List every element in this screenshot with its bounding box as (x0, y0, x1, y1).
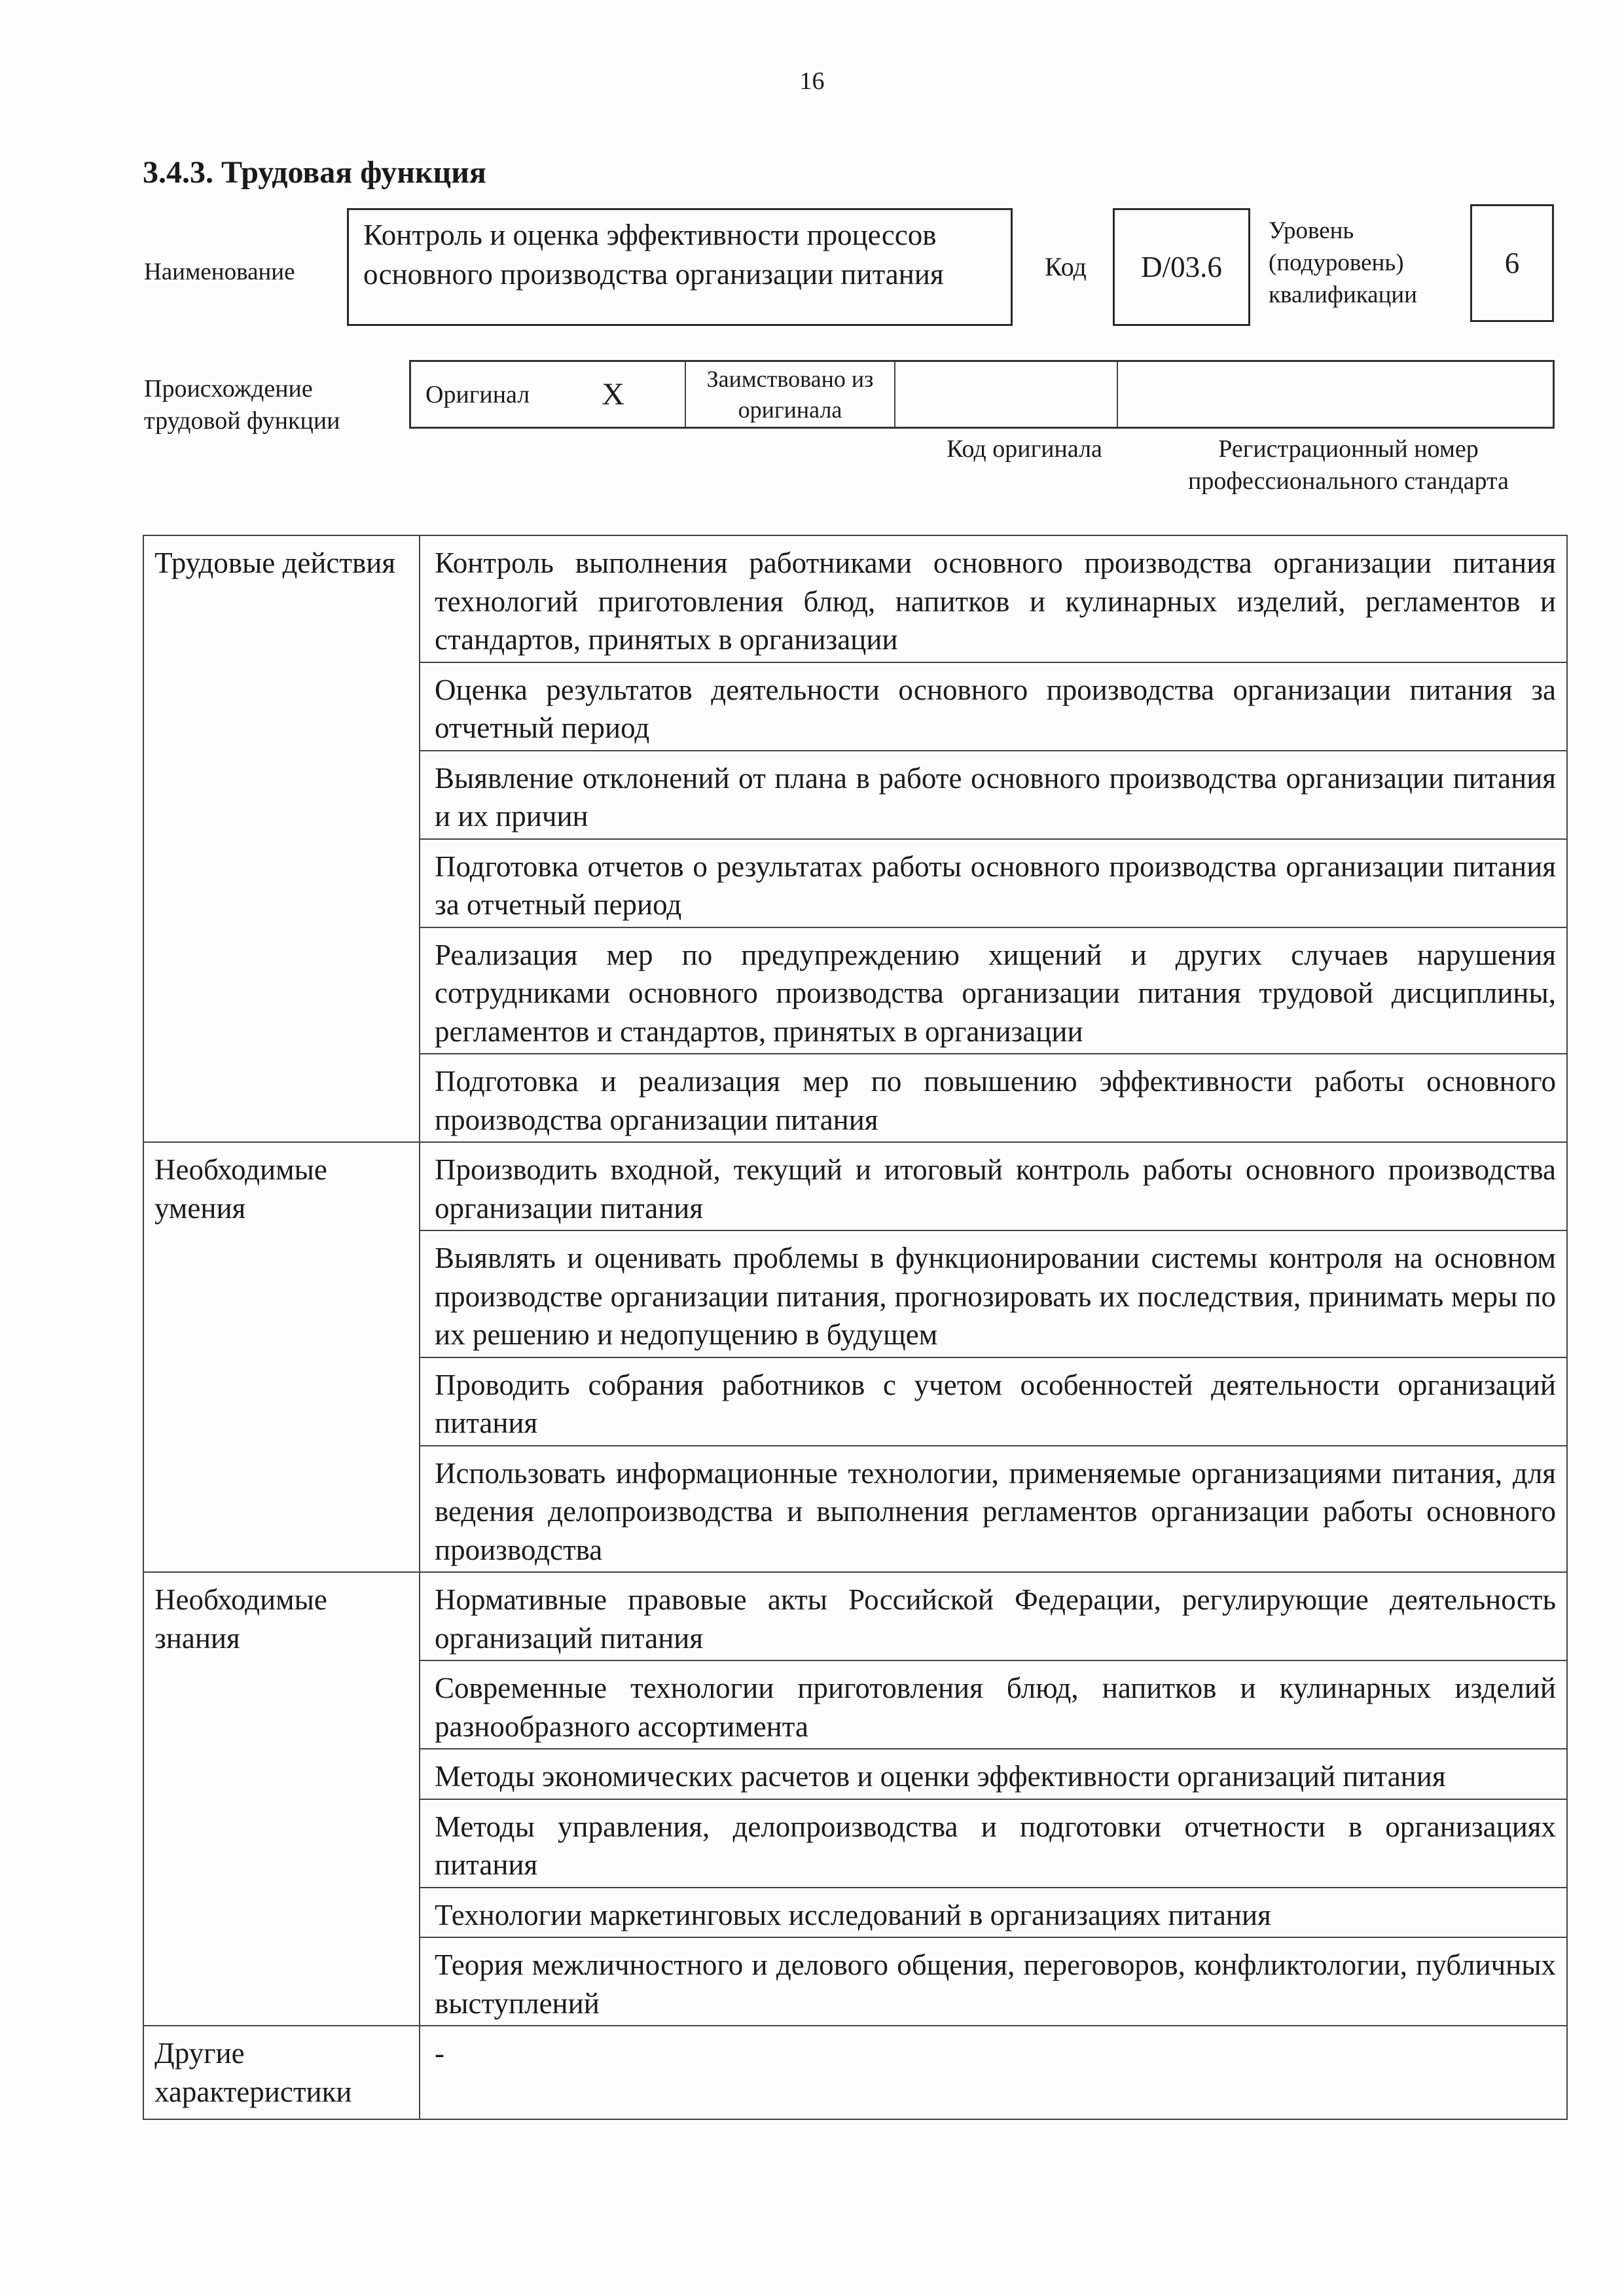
reg-number-caption: Регистрационный номер профессионального стандарта (1188, 435, 1509, 495)
list-item: Выявлять и оценивать проблемы в функционировании системы контроля на основном производстве организации питания, прогнозировать их последствия, принимать меры по их решению и недопущению в будущем (420, 1230, 1567, 1357)
list-item: Современные технологии приготовления блюд, напитков и кулинарных изделий разнообразного ассортимента (420, 1660, 1567, 1749)
borrowed-cell (686, 362, 895, 427)
list-item: Технологии маркетинговых исследований в организациях питания (420, 1888, 1567, 1938)
function-name: Контроль и оценка эффективности процессов основного производства организации питания (363, 219, 944, 291)
origin-label: Происхождение трудовой функции (144, 375, 340, 435)
level-label: Уровень (подуровень) квалификации (1269, 217, 1417, 309)
list-item: Нормативные правовые акты Российской Федерации, регулирующие деятельность организаций питания (420, 1572, 1567, 1660)
list-item: Оценка результатов деятельности основного производства организации питания за отчетный период (420, 662, 1567, 751)
list-item: Выявление отклонений от плана в работе основного производства организации питания и их причин (420, 751, 1567, 839)
code-box (1113, 208, 1250, 326)
category-labor-actions: Трудовые действия (143, 535, 420, 1142)
list-item: Использовать информационные технологии, применяемые организациями питания, для ведения делопроизводства и выполнения регламентов организации работы основного производства (420, 1446, 1567, 1573)
list-item: Реализация мер по предупреждению хищений и других случаев нарушения сотрудниками основного производства организации питания трудовой дисциплины, регламентов и стандартов, принятых в организации (420, 927, 1567, 1054)
name-label: Наименование (144, 259, 295, 285)
original-code-cell (895, 362, 1118, 427)
category-required-skills: Необходимые умения (143, 1142, 420, 1572)
table-row (143, 1572, 1567, 1660)
borrowed-label: Заимствовано из оригинала (706, 365, 874, 423)
table-row (143, 535, 1567, 662)
list-item: - (420, 2026, 1567, 2119)
page-number: 16 (799, 67, 825, 95)
table-row (143, 2026, 1567, 2119)
list-item: Подготовка отчетов о результатах работы основного производства организации питания за отчетный период (420, 839, 1567, 927)
list-item: Теория межличностного и делового общения, переговоров, конфликтологии, публичных выступлений (420, 1937, 1567, 2026)
level-value: 6 (1504, 247, 1520, 279)
reg-number-cell (1118, 362, 1553, 427)
code-value: D/03.6 (1141, 251, 1222, 283)
function-details-table (143, 535, 1568, 2120)
original-mark: X (602, 377, 624, 412)
list-item: Производить входной, текущий и итоговый контроль работы основного производства организации питания (420, 1142, 1567, 1230)
list-item: Методы экономических расчетов и оценки эффективности организаций питания (420, 1749, 1567, 1799)
list-item: Контроль выполнения работниками основного производства организации питания технологий приготовления блюд, напитков и кулинарных изделий, регламентов и стандартов, принятых в организации (420, 535, 1567, 662)
original-code-caption: Код оригинала (947, 435, 1102, 463)
function-name-box (347, 208, 1013, 326)
section-title: 3.4.3. Трудовая функция (143, 155, 486, 190)
code-label: Код (1045, 252, 1087, 281)
category-required-knowledge: Необходимые знания (143, 1572, 420, 2026)
level-box (1470, 204, 1554, 322)
list-item: Методы управления, делопроизводства и подготовки отчетности в организациях питания (420, 1799, 1567, 1888)
origin-table (409, 360, 1555, 429)
table-row (143, 1142, 1567, 1230)
category-other-characteristics: Другие характеристики (143, 2026, 420, 2119)
list-item: Проводить собрания работников с учетом особенностей деятельности организаций питания (420, 1357, 1567, 1446)
original-label: Оригинал (425, 380, 530, 408)
list-item: Подготовка и реализация мер по повышению эффективности работы основного производства организации питания (420, 1054, 1567, 1142)
original-cell (411, 362, 686, 427)
